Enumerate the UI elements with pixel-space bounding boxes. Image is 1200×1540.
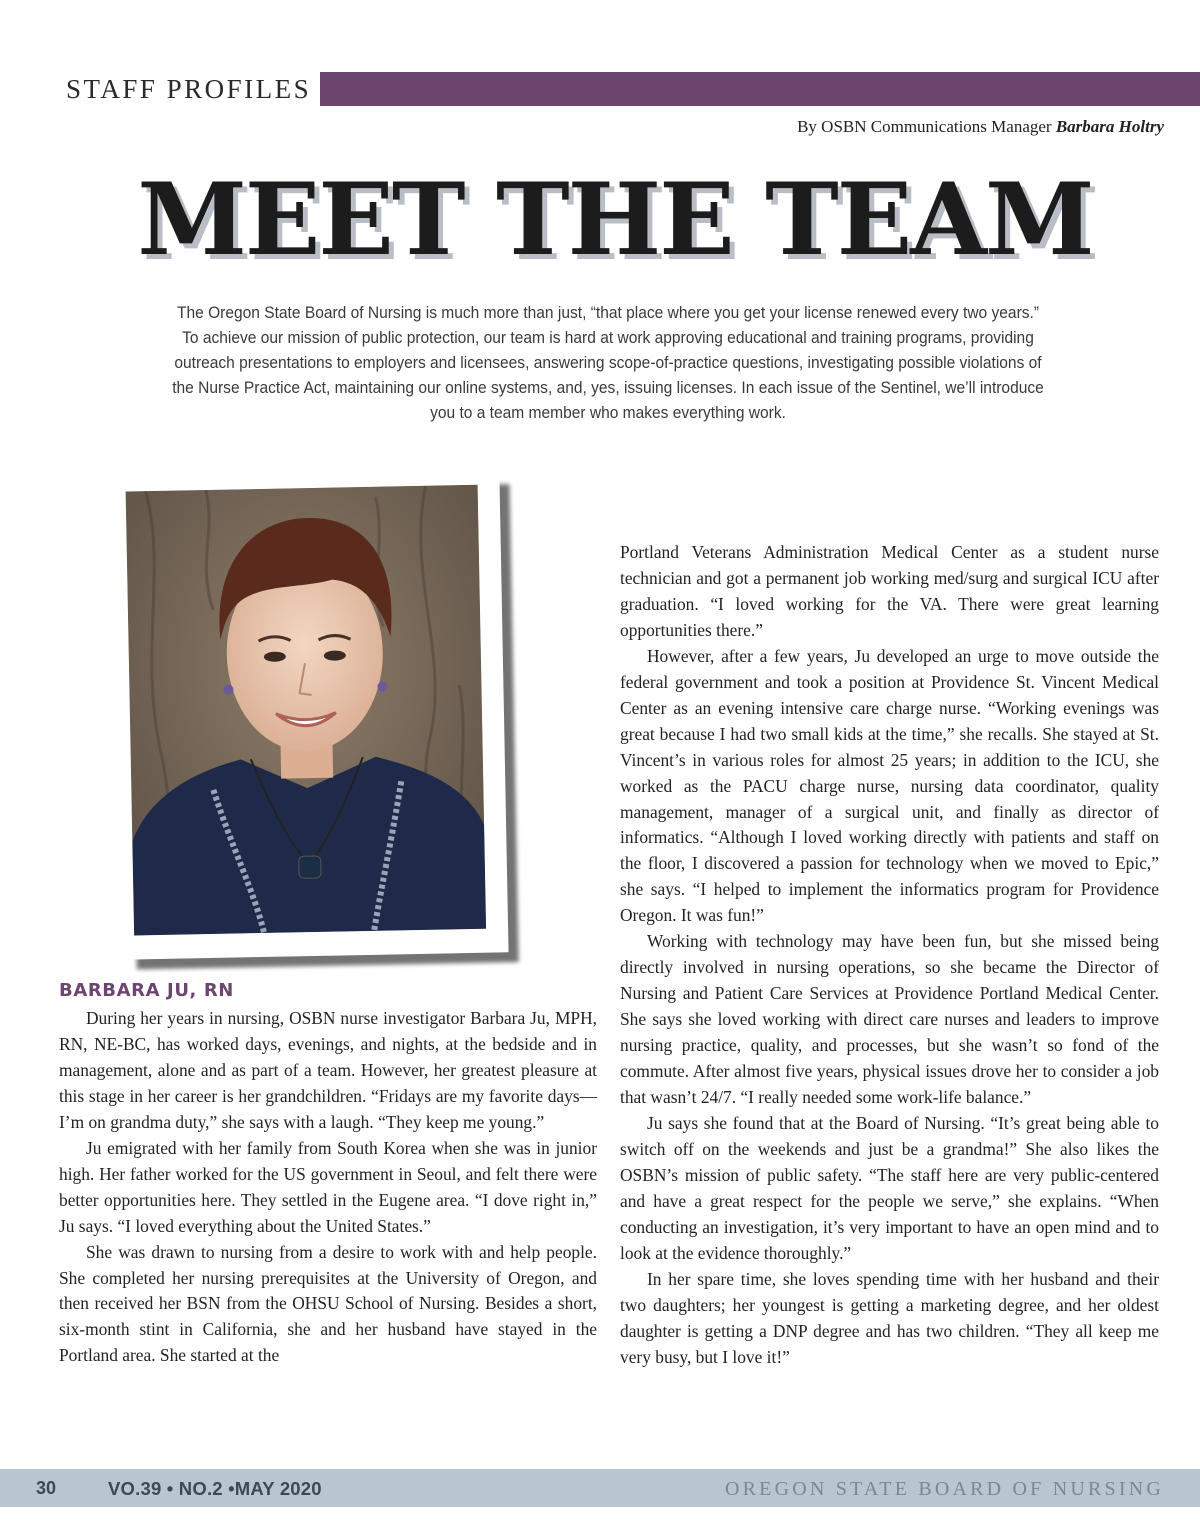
article-paragraph: She was drawn to nursing from a desire to work with and help people. She completed her nursing prerequisites at the University of Oregon, and then received her BSN from the OHSU School of Nursing. Besides a short, six-month stint in California, she and her husband have stayed in the Portland area. She started at the <box>59 1241 597 1366</box>
article-paragraph: During her years in nursing, OSBN nurse investigator Barbara Ju, MPH, RN, NE-BC, has worked days, evenings, and nights, at the bedside and in management, alone and as part of a team. However, her greatest pleasure at this stage in her career is her grandchildren. “Fridays are my favorite days—I’m on grandma duty,” she says with a laugh. “They keep me young.” <box>59 1008 597 1132</box>
intro-paragraph <box>120 301 1095 426</box>
issue-info: VO.39 • NO.2 •MAY 2020 <box>108 1478 322 1499</box>
article-paragraph: Ju emigrated with her family from South Korea when she was in junior high. Her father worked for the US government in Seoul, and felt there were better opportunities here. They settled in the Eugene area. “I dove right in,” Ju says. “I loved everything about the United States.” <box>59 1137 597 1236</box>
organization-name: OREGON STATE BOARD OF NURSING <box>724 1478 1164 1500</box>
intro-line: To achieve our mission of public protection, our team is hard at work approving educational and training programs, providing <box>182 329 1034 347</box>
section-accent-bar <box>320 72 1200 106</box>
article-paragraph: Working with technology may have been fun, but she missed being directly involved in nursing operations, so she became the Director of Nursing and Patient Care Services at Providence Portland Medical Center. She says she loved working with direct care nurses and leaders to improve nursing practice, quality, and processes, but she wasn’t so fond of the commute. After almost five years, physical issues drove her to consider a job that wasn’t 24/7. “I really needed some work-life balance.” <box>620 931 1159 1108</box>
profile-photo <box>126 485 486 936</box>
profile-name-heading: BARBARA JU, RN <box>59 980 234 1001</box>
article-paragraph: Ju says she found that at the Board of Nursing. “It’s great being able to switch off on the weekends and just be a grandma!” She also likes the OSBN’s mission of public safety. “The staff here are very public-centered and have a great respect for the people we serve,” she explains. “When conducting an investigation, it’s very important to have an open mind and to look at the evidence thoroughly.” <box>620 1112 1159 1263</box>
byline <box>797 117 1164 137</box>
article-paragraph: In her spare time, she loves spending time with her husband and their two daughters; her youngest is getting a marketing degree, and her oldest daughter is getting a DNP degree and has two children. “They all keep me very busy, but I love it!” <box>620 1268 1159 1367</box>
portrait-illustration <box>126 485 486 936</box>
profile-photo-frame <box>117 474 508 959</box>
page-number: 30 <box>36 1478 57 1498</box>
article-column-right <box>620 540 1159 1371</box>
intro-line: you to a team member who makes everything work. <box>430 404 786 422</box>
byline-prefix: By OSBN Communications Manager <box>797 117 1056 136</box>
intro-line: the Nurse Practice Act, maintaining our online systems, and, yes, issuing licenses. In each issue of the Sentinel, we’ll introduce <box>172 379 1044 397</box>
page-title: MEET THE TEAM <box>137 162 1093 278</box>
article-paragraph: Portland Veterans Administration Medical Center as a student nurse technician and got a permanent job working med/surg and surgical ICU after graduation. “I loved working for the VA. There were great learning opportunities there.” <box>620 542 1159 640</box>
article-paragraph: However, after a few years, Ju developed an urge to move outside the federal government and took a position at Providence St. Vincent Medical Center as an evening intensive care charge nurse. “Working evenings was great because I had two small kids at the time,” she recalls. She stayed at St. Vincent’s in various roles for almost 25 years; in addition to the ICU, she worked as the PACU charge nurse, nursing data coordinator, quality management, manager of a surgical unit, and finally as director of informatics. “Although I loved working directly with patients and staff on the floor, I discovered a passion for technology when we moved to Epic,” she says. “I helped to implement the informatics program for Providence Oregon. It was fun!” <box>620 645 1159 926</box>
intro-line: outreach presentations to employers and licensees, answering scope-of-practice questions, investigating possible violations of <box>174 354 1042 372</box>
intro-line: The Oregon State Board of Nursing is much more than just, “that place where you get your license renewed every two years.” <box>176 304 1040 322</box>
byline-author: Barbara Holtry <box>1055 117 1164 136</box>
section-label: STAFF PROFILES <box>66 74 312 104</box>
article-column-left <box>59 1006 597 1369</box>
